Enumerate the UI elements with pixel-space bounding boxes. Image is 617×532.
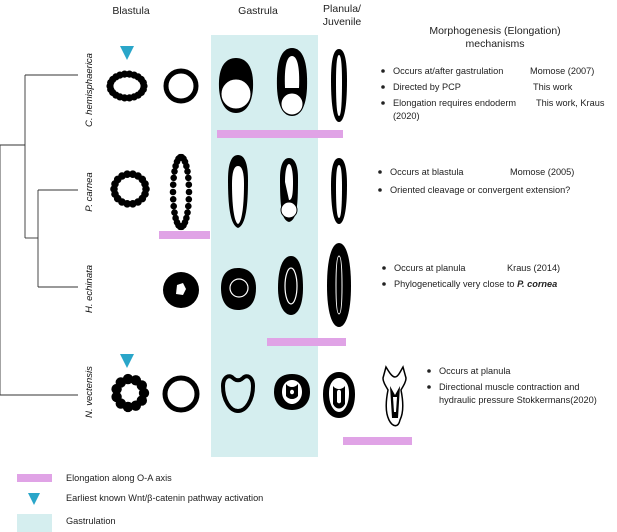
mechanism-ref: Momose (2007) [530,66,595,76]
cell-bead [170,196,177,203]
mechanisms-p-carnea [378,167,574,195]
mechanism-text: Elongation requires endoderm [393,98,517,108]
stage-label-juvenile: Juvenile [322,16,362,28]
mechanisms-header: Morphogenesis (Elongation) [429,25,561,37]
cell-bead [185,203,192,210]
stage-label-planula: Planula/ [323,3,361,15]
cell-bead [170,189,177,196]
mechanism-text: Oriented cleavage or convergent extension? [390,185,571,195]
legend-wnt-icon [28,493,40,505]
species-label-h-echinata: H. echinata [84,264,95,314]
mechanism-text: Occurs at/after gastrulation [393,66,504,76]
mechanism-ref: This work [533,82,573,92]
mechanism-ref-cont: (2020) [393,111,420,121]
elongation-bar-c-hemisphaerica [217,130,343,138]
cell-bead [170,181,177,188]
elongation-bar-p-carnea [159,231,210,239]
mechanism-ref: Kraus (2014) [507,263,561,273]
mechanism-text: Phylogenetically very close to P. cornea [394,279,558,289]
blastula-c-hemisphaerica [106,71,147,102]
mechanisms-n-vectensis [427,366,597,405]
legend-wnt-label: Earliest known Wnt/β-catenin pathway activation [66,493,264,503]
mechanism-text-cont: hydraulic pressure Stokkermans(2020) [439,395,597,405]
blastula-p-carnea [110,170,150,207]
mechanisms-header-sub: mechanisms [465,38,525,50]
wnt-marker-c-hemisphaerica [120,46,134,60]
species-label-c-hemisphaerica: C. hemisphaerica [84,53,95,127]
mechanism-text: Occurs at planula [439,366,511,376]
mechanisms-c-hemisphaerica [381,66,605,121]
blastula-ring-c-hemisphaerica [166,71,196,101]
cell-bead [184,168,191,175]
species-emphasis: P. cornea [517,279,558,289]
legend [17,473,263,532]
cell-bead [137,380,147,390]
cell-bead [186,181,193,188]
blastula-n-vectensis [111,374,149,412]
blastula-ring-n-vectensis [165,378,197,410]
mechanisms-h-echinata [382,263,560,289]
stage-label-blastula: Blastula [112,5,150,17]
mechanism-ref: This work, Kraus [536,98,605,108]
legend-gastrulation-label: Gastrulation [66,516,116,526]
mechanism-text: Occurs at blastula [390,167,464,177]
wnt-marker-n-vectensis [120,354,134,368]
mechanism-text: Directional muscle contraction and [439,382,580,392]
cell-bead [186,196,193,203]
blastula-elongated-p-carnea [170,154,193,230]
mechanism-ref: Momose (2005) [510,167,575,177]
phylogenetic-tree [0,75,78,395]
legend-elongation-swatch [17,474,52,482]
legend-elongation-label: Elongation along O-A axis [66,473,172,483]
mechanism-text: Directed by PCP [393,82,461,92]
species-label-n-vectensis: N. vectensis [84,366,95,418]
species-label-p-carnea: P. carnea [84,172,95,212]
cell-bead [170,203,177,210]
cell-bead [140,79,147,86]
mechanism-text: Occurs at planula [394,263,466,273]
stage-label-gastrula: Gastrula [238,5,278,17]
legend-gastrulation-swatch [17,514,52,532]
cell-bead [141,180,149,188]
cell-bead [171,209,178,216]
cell-bead [185,175,192,182]
cell-bead [170,175,177,182]
cell-bead [186,189,193,196]
elongation-bar-h-echinata [267,338,346,346]
elongation-bar-n-vectensis [343,437,412,445]
